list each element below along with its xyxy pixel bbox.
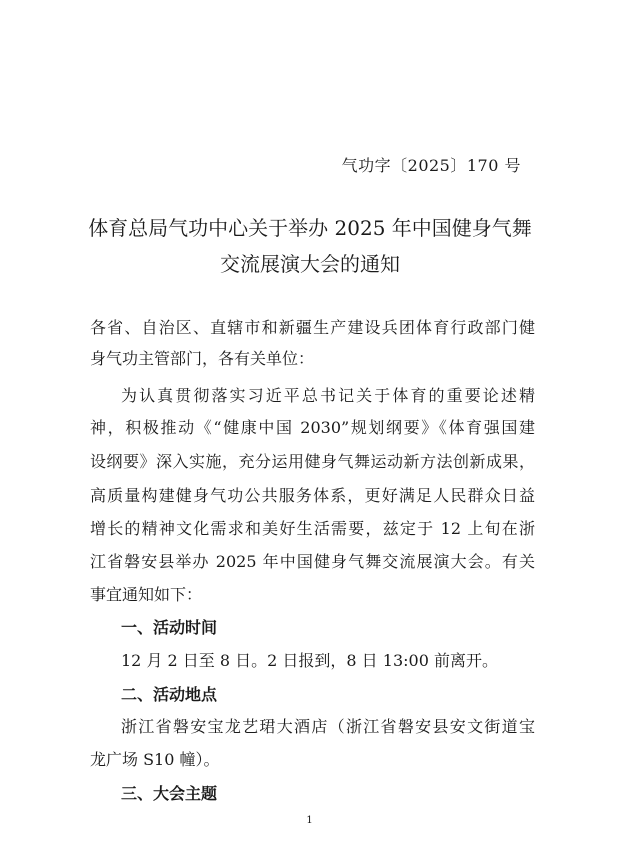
- intro-line-6: 江省磐安县举办 2025 年中国健身气舞交流展演大会。有关: [90, 552, 535, 571]
- section-location-line-1: 浙江省磐安宝龙艺珺大酒店（浙江省磐安县安文街道宝: [121, 717, 535, 736]
- intro-line-3: 设纲要》深入实施，充分运用健身气舞运动新方法创新成果，: [90, 452, 535, 471]
- section-heading-time: 一、活动时间: [121, 618, 218, 637]
- section-heading-location: 二、活动地点: [121, 685, 218, 704]
- section-time-line-1: 12 月 2 日至 8 日。2 日报到，8 日 13:00 前离开。: [121, 651, 498, 670]
- addressee-line-1: 各省、自治区、直辖市和新疆生产建设兵团体育行政部门健: [90, 318, 535, 337]
- section-location-line-2: 龙广场 S10 幢）。: [90, 750, 220, 769]
- document-title-line-2: 交流展演大会的通知: [220, 252, 400, 276]
- page-number: 1: [306, 815, 313, 826]
- document-title-line-1: 体育总局气功中心关于举办 2025 年中国健身气舞: [88, 216, 532, 240]
- section-heading-theme: 三、大会主题: [121, 784, 218, 803]
- intro-line-4: 高质量构建健身气功公共服务体系，更好满足人民群众日益: [90, 486, 535, 505]
- intro-line-1: 为认真贯彻落实习近平总书记关于体育的重要论述精: [121, 386, 535, 405]
- intro-line-5: 增长的精神文化需求和美好生活需要，兹定于 12 上旬在浙: [90, 519, 535, 538]
- intro-line-7: 事宜通知如下：: [90, 585, 203, 604]
- document-number: 气功字〔2025〕170 号: [341, 156, 521, 175]
- intro-line-2: 神，积极推动《“健康中国 2030”规划纲要》《体育强国建: [90, 418, 535, 437]
- addressee-line-2: 身气功主管部门，各有关单位：: [90, 349, 315, 368]
